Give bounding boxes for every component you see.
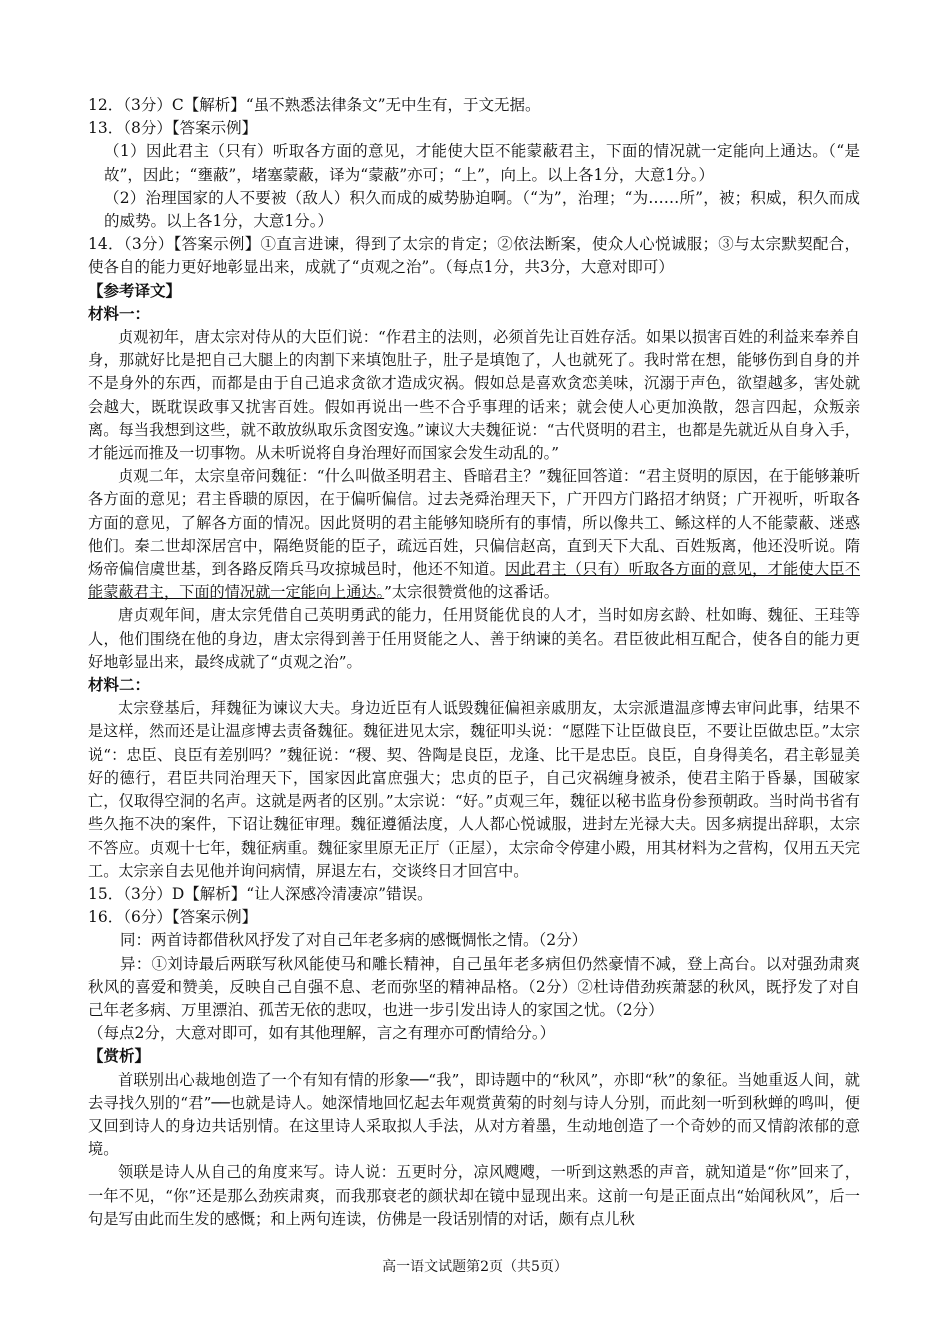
material-2-paragraph: 太宗登基后，拜魏征为谏议大夫。身边近臣有人诋毁魏征偏袒亲戚朋友，太宗派遣温彦博去审问此事，结果不是这样，然而还是让温彦博去责备魏征。魏征进见太宗，魏征叩头说：“愿陛下让臣做良臣，不要让臣做忠臣。”太宗说“：忠臣、良臣有差别吗？”魏征说：“稷、契、咎陶是良臣，龙逢、比干是忠臣。良臣，自身得美名，君主彰显美好的德行，君臣共同治理天下，国家因此富庶强大；忠贞的臣子，自己灾祸缠身被杀，使君主陷于昏暴，国破家亡，仅取得空洞的名声。这就是两者的区别。”太宗说：“好。”贞观三年，魏征以秘书监身份参预朝政。当时尚书省有些久拖不决的案件，下诏让魏征审理。魏征遵循法度，人人都心悦诚服，进封左光禄大夫。因多病提出辞职，太宗不答应。贞观十七年，魏征病重。魏征家里原无正厅（正屋），太宗命令停建小殿，用其材料为之营构，仅用五天完工。太宗亲自去见他并询问病情，屏退左右，交谈终日才回宫中。 (88, 699, 860, 880)
appreciation-paragraph-1: 首联别出心裁地创造了一个有知有情的形象──“我”，即诗题中的“秋风”，亦即“秋”的象征。当她重返人间，就去寻找久别的“君”──也就是诗人。她深情地回忆起去年观赏黄菊的时刻与诗人分别，而此刻一听到秋蝉的鸣叫，便又回到诗人的身边共话别情。在这里诗人采取拟人手法，从对方着墨，生动地创造了一个奇妙的而又情韵浓郁的意境。 (88, 1070, 860, 1159)
m1-p2-tail: ”太宗很赞赏他的这番话。 (384, 583, 559, 602)
m1-p2-text: 贞观二年，太宗皇帝问魏征：“什么叫做圣明君主、昏暗君主？”魏征回答道：“君主贤明的原因，在于能够兼听各方面的意见；君主昏聩的原因，在于偏听偏信。过去尧舜治理天下，广开四方门路招才纳贤；广开视听，听取各方面的意见，了解各方面的情况。因此贤明的君主能够知晓所有的事情，所以像共工、鲧这样的人不能蒙蔽、迷惑他们。秦二世却深居宫中，隔绝贤能的臣子，疏远百姓，只偏信赵高，直到天下大乱、百姓叛离，他还没听说。隋炀帝偏信虞世基，到各路反隋兵马攻掠城邑时，他还不知道。 (88, 467, 860, 579)
q16-same: 同：两首诗都借秋风抒发了对自己年老多病的感慨惆怅之情。（2分） (120, 931, 588, 950)
q16-diff: 异：①刘诗最后两联写秋风能使马和雕长精神，自己虽年老多病但仍然豪情不减，登上高台。以对强劲肃爽秋风的喜爱和赞美，反映自己自强不息、老而弥坚的精神品格。（2分）②杜诗借劲疾萧瑟的秋风，既抒发了对自己年老多病、万里漂泊、孤苦无依的悲叹，也进一步引发出诗人的家国之忧。（2分） (88, 954, 860, 1019)
material-1-heading: 材料一： (88, 304, 151, 323)
m1-p2-underlined: 因此君主（只有）听取各方面的意见，才能使大臣不能蒙蔽君主，下面的情况就一定能向上通达。 (88, 560, 861, 602)
q12-answer: 12．（3分）C【解析】“虽不熟悉法律条文”无中生有，于文无据。 (88, 96, 541, 114)
q13-answer-1: （1）因此君主（只有）听取各方面的意见，才能使大臣不能蒙蔽君主，下面的情况就一定能向上通达。（“是故”，因此；“壅蔽”，堵塞蒙蔽，译为“蒙蔽”亦可；“上”，向上。以上各1分，大意1分。） (104, 142, 860, 184)
q14-answer: 14．（3分）【答案示例】①直言进谏，得到了太宗的肯定；②依法断案，使众人心悦诚服；③与太宗默契配合，使各自的能力更好地彰显出来，成就了“贞观之治”。（每点1分，共3分，大意对即可） (88, 235, 860, 277)
document-page (88, 94, 860, 1231)
q16-heading: 16．（6分）【答案示例】 (88, 908, 258, 927)
q15-answer: 15．（3分）D【解析】“让人深感冷清凄凉”错误。 (88, 884, 433, 903)
q13-answer-2: （2）治理国家的人不要被（敌人）积久而成的威势胁迫啊。（“为”，治理；“为……所”，被；积威，积久而成的威势。以上各1分，大意1分。） (104, 188, 860, 231)
material-2-heading: 材料二： (88, 676, 151, 695)
material-1-paragraph-2 (88, 465, 860, 604)
q13-heading: 13．（8分）【答案示例】 (88, 119, 258, 138)
q16-note: （每点2分，大意对即可，如有其他理解，言之有理亦可酌情给分。） (88, 1024, 556, 1043)
appreciation-paragraph-2: 领联是诗人从自己的角度来写。诗人说：五更时分，凉风飕飕，一听到这熟悉的声音，就知道是“你”回来了，一年不见，“你”还是那么劲疾肃爽，而我那衰老的颜状却在镜中显现出来。这前一句是正面点出“始闻秋风”，后一句是写由此而生发的感慨；和上两句连读，仿佛是一段话别情的对话，颇有点儿秋 (88, 1163, 860, 1228)
page-footer: 高一语文试题第2页（共5页） (382, 1259, 568, 1275)
appreciation-heading: 【赏析】 (88, 1047, 151, 1066)
translation-heading: 【参考译文】 (88, 281, 182, 300)
material-1-paragraph-1: 贞观初年，唐太宗对侍从的大臣们说：“作君主的法则，必须首先让百姓存活。如果以损害百姓的利益来奉养自身，那就好比是把自己大腿上的肉割下来填饱肚子，肚子是填饱了，人也就死了。我时常在想，能够伤到自身的并不是身外的东西，而都是由于自己追求贪欲才造成灾祸。假如总是喜欢贪恋美味，沉溺于声色，欲望越多，害处就会越大，既耽误政事又扰害百姓。假如再说出一些不合乎事理的话来；就会使人心更加涣散，怨言四起，众叛亲离。每当我想到这些，就不敢放纵取乐贪图安逸。”谏议大夫魏征说：“古代贤明的君主，也都是先就近从自身入手，才能远而推及一切事物。从未听说将自身治理好而国家会发生动乱的。” (88, 328, 860, 463)
material-1-paragraph-3: 唐贞观年间，唐太宗凭借自己英明勇武的能力，任用贤能优良的人才，当时如房玄龄、杜如晦、魏征、王珪等人，他们围绕在他的身边，唐太宗得到善于任用贤能之人、善于纳谏的美名。君臣彼此相互配合，使各自的能力更好地彰显出来，最终成就了“贞观之治”。 (88, 606, 860, 671)
